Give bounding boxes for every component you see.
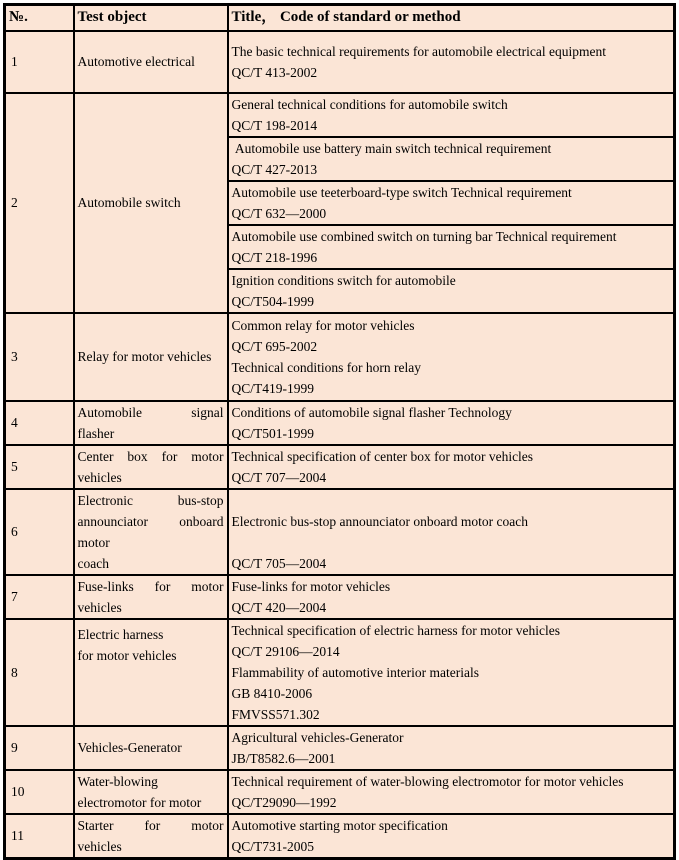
standard-line: Common relay for motor vehicles	[231, 317, 415, 333]
standard-cell	[228, 225, 675, 269]
standard-line: QC/T 218-1996	[231, 249, 318, 265]
row-number-cell: 9	[5, 726, 74, 770]
standard-line: Automobile use battery main switch technical requirement	[231, 140, 552, 156]
standard-line: QC/T731-2005	[231, 838, 314, 854]
standard-cell	[228, 401, 675, 445]
standard-cell	[228, 137, 675, 181]
standard-line	[232, 490, 671, 511]
standard-line: Ignition conditions switch for automobile	[231, 272, 456, 288]
standard-line: QC/T 707—2004	[231, 469, 327, 485]
standard-line: QC/T 427-2013	[231, 161, 318, 177]
table-row	[5, 313, 675, 401]
standard-line: Conditions of automobile signal flasher Technology	[231, 404, 512, 420]
standard-cell	[228, 770, 675, 814]
test-object-line: vehicles	[77, 838, 122, 854]
test-object-line: electromotor for motor	[77, 794, 202, 810]
standard-cell	[228, 489, 675, 575]
standard-line: General technical conditions for automobile switch	[231, 96, 508, 112]
test-object-line: Relay for motor vehicles	[77, 349, 212, 364]
row-number-cell: 3	[5, 313, 74, 401]
standard-cell	[228, 445, 675, 489]
table-row	[5, 619, 675, 726]
test-object-cell	[74, 93, 228, 313]
test-object-line: Automotive electrical	[77, 54, 195, 69]
header-title-code: Title， Code of standard or method	[228, 5, 675, 31]
test-object-line: Water-blowing	[77, 773, 158, 789]
test-object-line: Automobile switch	[77, 195, 181, 210]
test-object-line: flasher	[77, 425, 115, 441]
standard-line: Technical conditions for horn relay	[231, 359, 421, 375]
standard-line: QC/T 632—2000	[231, 205, 327, 221]
table-row	[5, 726, 675, 770]
row-number-cell: 6	[5, 489, 74, 575]
test-object-line: coach	[77, 555, 109, 571]
standard-line: Agricultural vehicles-Generator	[231, 729, 404, 745]
test-object-line: motor	[77, 534, 110, 550]
test-object-cell	[74, 31, 228, 93]
test-object-line: Starter for motor	[77, 817, 224, 833]
standard-line: QC/T501-1999	[231, 425, 314, 441]
table-row	[5, 401, 675, 445]
table-row	[5, 575, 675, 619]
test-object-cell	[74, 313, 228, 401]
standard-line: QC/T29090—1992	[231, 794, 337, 810]
row-number-cell: 11	[5, 814, 74, 859]
standards-table	[3, 3, 676, 860]
row-number-cell: 4	[5, 401, 74, 445]
standard-line: QC/T 705—2004	[231, 555, 327, 571]
test-object-line: Center box for motor	[77, 448, 224, 464]
test-object-cell	[74, 401, 228, 445]
standard-line: QC/T 198-2014	[231, 117, 318, 133]
table-body	[5, 31, 675, 859]
test-object-line: Electric harness	[77, 626, 164, 642]
header-row	[5, 5, 675, 31]
standard-cell	[228, 619, 675, 726]
standard-line: QC/T 413-2002	[231, 64, 318, 80]
table-row	[5, 93, 675, 137]
standard-line: QC/T419-1999	[231, 380, 314, 396]
table-row	[5, 31, 675, 93]
test-object-cell	[74, 575, 228, 619]
standard-cell	[228, 726, 675, 770]
test-object-line: Automobile signal	[77, 404, 224, 420]
standard-cell	[228, 313, 675, 401]
standard-line: QC/T 695-2002	[231, 338, 318, 354]
table-row	[5, 489, 675, 575]
test-object-cell	[74, 489, 228, 575]
standard-cell	[228, 181, 675, 225]
test-object-cell	[74, 814, 228, 859]
standard-line: FMVSS571.302	[231, 706, 320, 722]
standard-line: GB 8410-2006	[231, 685, 313, 701]
header-test-object: Test object	[74, 5, 228, 31]
row-number-cell: 8	[5, 619, 74, 726]
table-row	[5, 770, 675, 814]
test-object-cell	[74, 619, 228, 726]
row-number-cell: 2	[5, 93, 74, 313]
row-number-cell: 1	[5, 31, 74, 93]
standard-line: QC/T 29106—2014	[231, 643, 340, 659]
standard-line: Technical requirement of water-blowing electromotor for motor vehicles	[231, 773, 624, 789]
test-object-line: vehicles	[77, 469, 122, 485]
standard-line: Fuse-links for motor vehicles	[231, 578, 391, 594]
test-object-line: Vehicles-Generator	[77, 740, 182, 755]
table-row	[5, 814, 675, 859]
test-object-line: announciator onboard	[77, 513, 224, 529]
test-object-cell	[74, 726, 228, 770]
standard-line: Technical specification of center box for motor vehicles	[231, 448, 534, 464]
standard-line: Electronic bus-stop announciator onboard motor coach	[231, 513, 529, 529]
standard-cell	[228, 93, 675, 137]
standard-line: Automotive starting motor specification	[231, 817, 448, 833]
standard-line: The basic technical requirements for automobile electrical equipment	[231, 43, 606, 59]
standard-line: QC/T 420—2004	[231, 599, 327, 615]
test-object-line: for motor vehicles	[77, 647, 177, 663]
test-object-line: Fuse-links for motor	[77, 578, 224, 594]
standard-cell	[228, 814, 675, 859]
standard-line: JB/T8582.6—2001	[231, 750, 336, 766]
row-number-cell: 5	[5, 445, 74, 489]
test-object-line: vehicles	[77, 599, 122, 615]
header-no: №.	[5, 5, 74, 31]
standard-line: Technical specification of electric harness for motor vehicles	[231, 622, 561, 638]
test-object-cell	[74, 770, 228, 814]
standard-line	[232, 532, 671, 553]
standard-line: Flammability of automotive interior materials	[231, 664, 479, 680]
row-number-cell: 10	[5, 770, 74, 814]
standard-cell	[228, 269, 675, 313]
table-row	[5, 445, 675, 489]
standard-line: Automobile use combined switch on turning bar Technical requirement	[231, 228, 617, 244]
test-object-cell	[74, 445, 228, 489]
standard-line: Automobile use teeterboard-type switch Technical requirement	[231, 184, 572, 200]
row-number-cell: 7	[5, 575, 74, 619]
standard-cell	[228, 31, 675, 93]
test-object-line: Electronic bus-stop	[77, 492, 224, 508]
standard-line: QC/T504-1999	[231, 293, 314, 309]
standard-cell	[228, 575, 675, 619]
